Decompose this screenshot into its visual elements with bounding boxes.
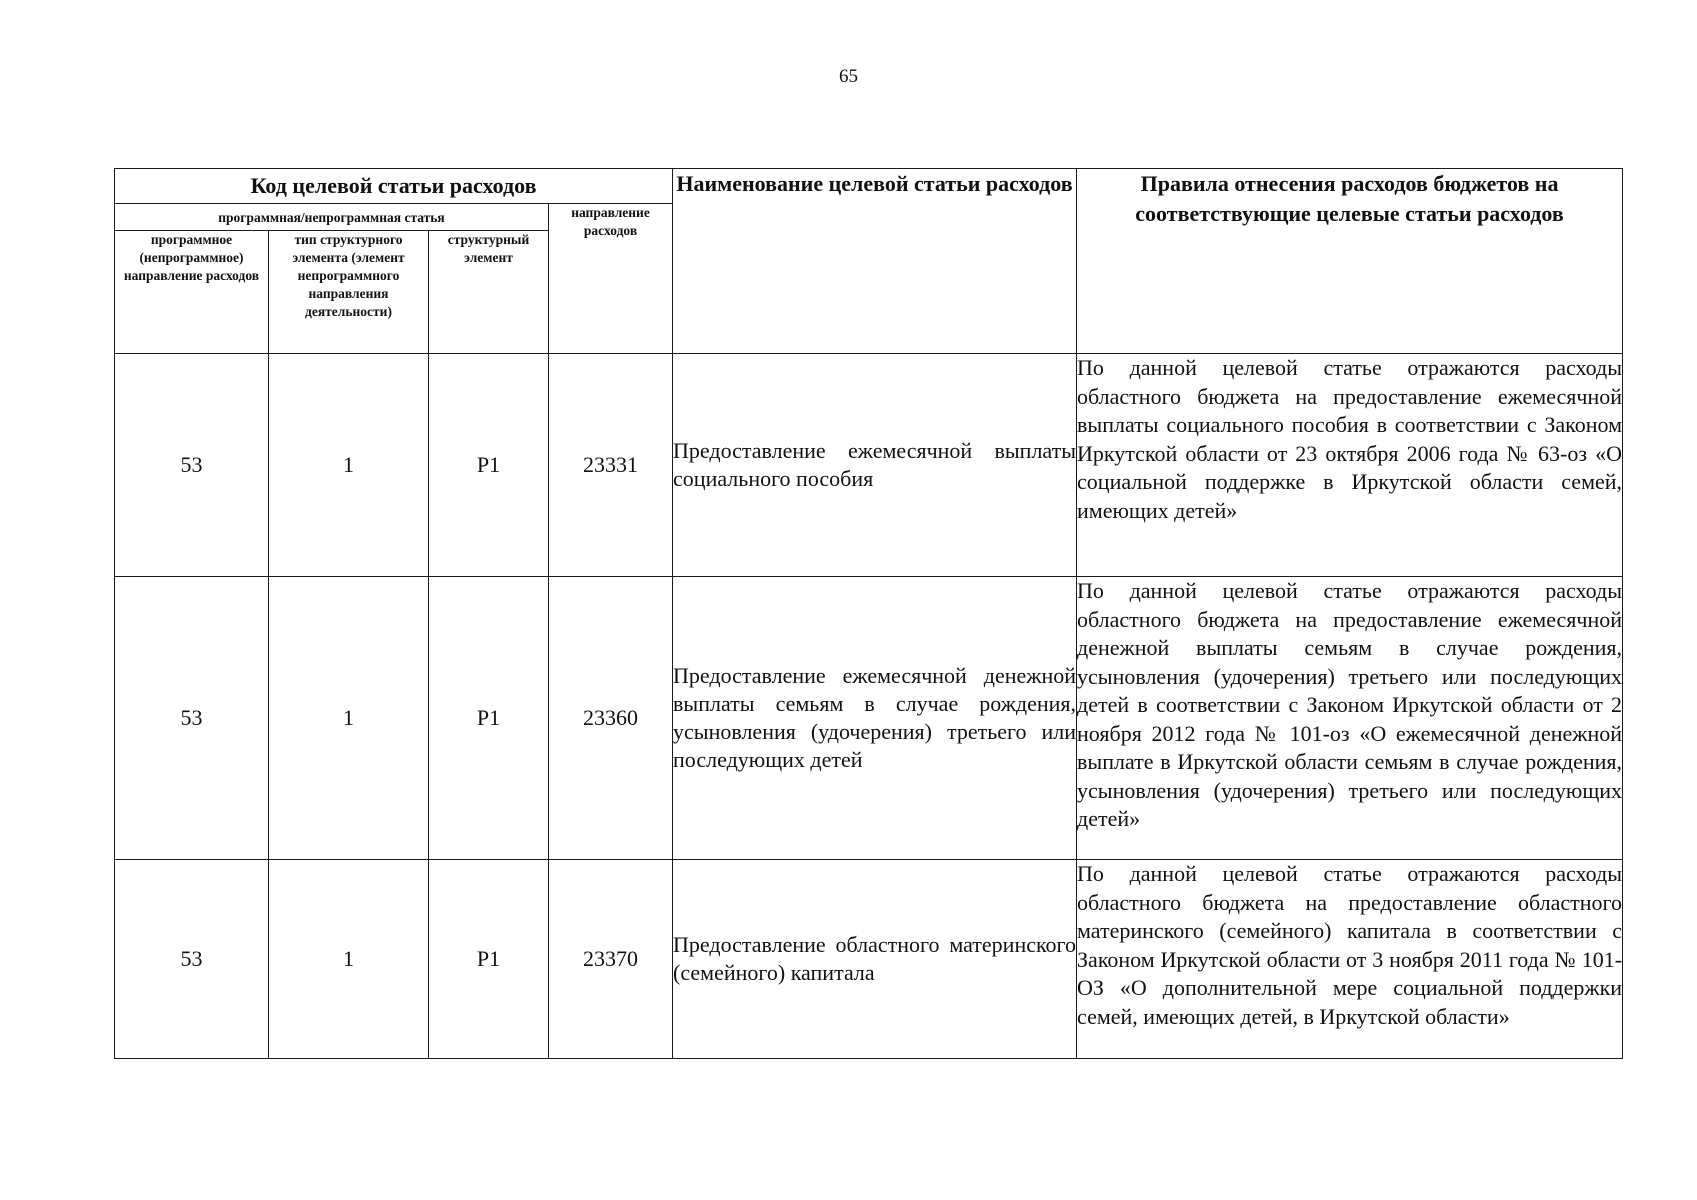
structural-type-code: 1 <box>269 577 429 860</box>
table-row <box>115 577 1623 860</box>
structural-type-header: тип структурного элемента (элемент непрограммного направления деятельности) <box>269 231 429 354</box>
program-direction-header: программное (непрограммное) направление расходов <box>115 231 269 354</box>
table-row <box>115 860 1623 1059</box>
header-row-1 <box>115 169 1623 204</box>
direction-code: 23370 <box>549 860 673 1059</box>
code-group-header: Код целевой статьи расходов <box>115 169 673 204</box>
article-name: Предоставление ежемесячной выплаты социального пособия <box>673 354 1077 577</box>
program-code: 53 <box>115 860 269 1059</box>
direction-code: 23331 <box>549 354 673 577</box>
program-article-header: программная/непрограммная статья <box>115 204 549 231</box>
program-code: 53 <box>115 354 269 577</box>
program-code: 53 <box>115 577 269 860</box>
direction-column-header: направление расходов <box>549 204 673 354</box>
article-rule: По данной целевой статье отражаются расходы областного бюджета на предоставление ежемесячной денежной выплаты семьям в случае рождения, усыновления (удочерения) третьего или последующих детей в соответствии с Законом Иркутской области от 2 ноября 2012 года № 101-оз «О ежемесячной денежной выплате в Иркутской области семьям в случае рождения, усыновления (удочерения) третьего или последующих детей» <box>1077 577 1623 860</box>
article-name: Предоставление областного материнского (семейного) капитала <box>673 860 1077 1059</box>
article-rule: По данной целевой статье отражаются расходы областного бюджета на предоставление областного материнского (семейного) капитала в соответствии с Законом Иркутской области от 3 ноября 2011 года № 101-ОЗ «О дополнительной мере социальной поддержки семей, имеющих детей, в Иркутской области» <box>1077 860 1623 1059</box>
table-row <box>115 354 1623 577</box>
target-articles-table <box>114 168 1623 1059</box>
structural-element-code: Р1 <box>429 354 549 577</box>
rules-column-header: Правила отнесения расходов бюджетов на соответствующие целевые статьи расходов <box>1077 169 1623 354</box>
structural-type-code: 1 <box>269 860 429 1059</box>
page-number: 65 <box>839 66 858 87</box>
article-name: Предоставление ежемесячной денежной выплаты семьям в случае рождения, усыновления (удочерения) третьего или последующих детей <box>673 577 1077 860</box>
name-column-header: Наименование целевой статьи расходов <box>673 169 1077 354</box>
structural-element-code: Р1 <box>429 860 549 1059</box>
structural-element-header: структурный элемент <box>429 231 549 354</box>
structural-type-code: 1 <box>269 354 429 577</box>
direction-code: 23360 <box>549 577 673 860</box>
structural-element-code: Р1 <box>429 577 549 860</box>
article-rule: По данной целевой статье отражаются расходы областного бюджета на предоставление ежемесячной выплаты социального пособия в соответствии с Законом Иркутской области от 23 октября 2006 года № 63-оз «О социальной поддержке в Иркутской области семей, имеющих детей» <box>1077 354 1623 577</box>
